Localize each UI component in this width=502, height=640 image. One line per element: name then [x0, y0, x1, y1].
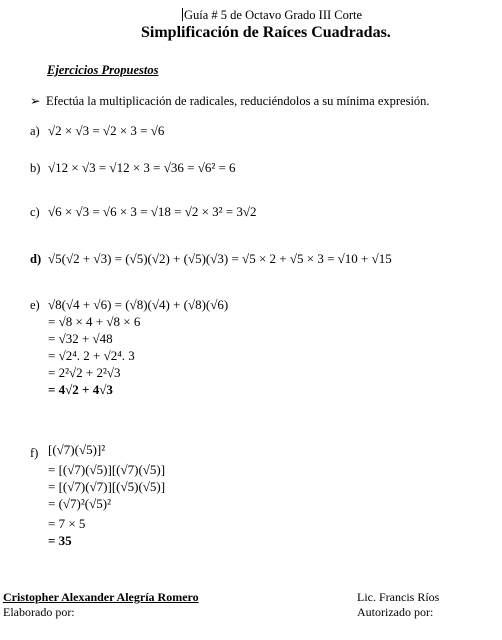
- exercise-label-d: d): [30, 252, 42, 266]
- section-heading: Ejercicios Propuestos: [47, 63, 159, 77]
- equation-line: √12 × √3 = √12 × 3 = √36 = √6² = 6: [48, 160, 236, 175]
- equation-line: √6 × √3 = √6 × 3 = √18 = √2 × 3² = 3√2: [48, 204, 257, 219]
- exercise-label-a: a): [30, 124, 40, 138]
- equation-line: = [(√7)(√7)][(√5)(√5)]: [48, 479, 166, 494]
- equation-line: = √8 × 4 + √8 × 6: [48, 314, 141, 329]
- exercise-d: [48, 251, 392, 268]
- text-cursor: [182, 8, 183, 21]
- equation-line: = (√7)²(√5)²: [48, 496, 111, 511]
- equation-line: = √32 + √48: [48, 331, 113, 346]
- arrow-bullet-icon: ➢: [30, 94, 41, 108]
- exercise-f: [48, 442, 165, 550]
- equation-line: = √2⁴. 2 + √2⁴. 3: [48, 348, 135, 363]
- instruction: ➢ Efectúa la multiplicación de radicales, reduciéndolos a su mínima expresión.: [30, 94, 430, 108]
- exercise-label-f: f): [30, 446, 39, 460]
- author-name: Cristopher Alexander Alegría Romero: [3, 590, 199, 604]
- equation-line: = [(√7)(√5)][(√7)(√5)]: [48, 462, 166, 477]
- equation-line: = 7 × 5: [48, 516, 86, 531]
- approver-name: Lic. Francis Ríos: [357, 590, 440, 604]
- exercise-a: [48, 123, 164, 140]
- guide-title: Guía # 5 de Octavo Grado III Corte: [184, 8, 363, 22]
- equation-line: = 35: [48, 533, 72, 548]
- equation-line: = 2²√2 + 2²√3: [48, 365, 121, 380]
- exercise-label-c: c): [30, 205, 40, 219]
- equation-line: √2 × √3 = √2 × 3 = √6: [48, 123, 165, 138]
- approver-role: Autorizado por:: [357, 605, 434, 619]
- exercise-b: [48, 160, 236, 177]
- equation-line: √8(√4 + √6) = (√8)(√4) + (√8)(√6): [48, 297, 229, 312]
- equation-line: = 4√2 + 4√3: [48, 382, 113, 397]
- exercise-label-e: e): [30, 298, 40, 312]
- exercise-e: [48, 297, 228, 399]
- topic-title: Simplificación de Raíces Cuadradas.: [141, 24, 391, 41]
- equation-line: [(√7)(√5)]²: [48, 442, 106, 457]
- exercise-label-b: b): [30, 161, 41, 175]
- author-role: Elaborado por:: [3, 605, 75, 619]
- equation-line: √5(√2 + √3) = (√5)(√2) + (√5)(√3) = √5 × 2 + √5 × 3 = √10 + √15: [48, 251, 392, 266]
- exercise-c: [48, 204, 257, 221]
